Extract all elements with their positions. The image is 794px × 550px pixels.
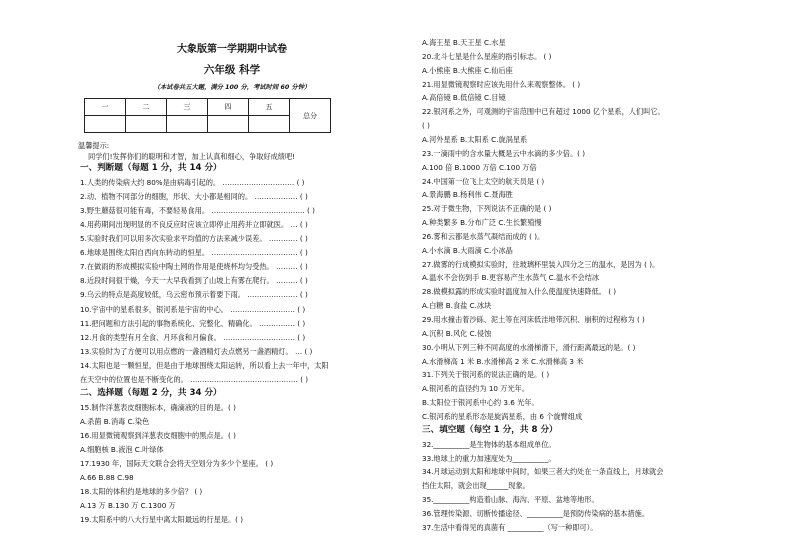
question-line: A.银河系的直径约为 10 万光年。 <box>422 384 530 394</box>
score-col-2: 二 <box>126 99 167 116</box>
question-line: 35.__________构造着山脉、海沟、平原、盆地等地形。 <box>422 495 599 505</box>
question-line: 5.实验时我们可以用多次实验求平均值的方法来减少误差。 ………… ( ) <box>80 234 308 244</box>
question-line: A.66 B.88 C.98 <box>80 473 134 483</box>
question-line: A.河外星系 B.太阳系 C.旋涡星系 <box>422 134 528 144</box>
question-line: 34.月球运动到太阳和地球中间时，如果三者大约处在一条直线上，月球就会 <box>422 467 664 477</box>
tips-label: 温馨提示: <box>78 141 110 150</box>
question-line: 16.用显微镜观察到洋葱表皮细胞中的黑点是。( ) <box>80 430 236 440</box>
exam-note: （本试卷共五大题，满分 100 分，考试时间 60 分钟） <box>153 84 311 91</box>
score-cell[interactable] <box>85 116 126 133</box>
score-col-4: 四 <box>208 99 249 116</box>
question-line: 28.做模拟露的形成实验时温度加入什么使温度快速降低。 ( ) <box>422 287 617 297</box>
section-heading: 二、选择题（每题 2 分，共 34 分） <box>80 387 222 398</box>
question-line: 21.用显微镜观察时应该先用什么来观察整体。 ( ) <box>422 79 581 89</box>
question-line: 26.雾和云都是水蒸气凝结而成的 ( )。 <box>422 231 545 241</box>
question-line: 1.人类的传染病大约 80%是由病毒引起的。 ………………………… ( ) <box>80 178 305 188</box>
question-line: 在天空中的位置也是不断变化的。 ……………………………………… ( ) <box>80 374 309 384</box>
question-line: 24.中国第一位飞上太空的航天员是 ( ) <box>422 176 545 186</box>
question-line: A.沉积 B.风化 C.侵蚀 <box>422 328 492 338</box>
question-line: A.杀菌 B.消毒 C.染色 <box>80 416 150 426</box>
score-cell[interactable] <box>249 116 290 133</box>
question-line: 36.管理传染源、切断传播途径、__________是预防传染病的基本措施。 <box>422 508 650 518</box>
question-line: 18.太阳的体积约是地球的多少倍？ ( ) <box>80 487 203 497</box>
question-line: A.100 倍 B.1000 万倍 C.100 万倍 <box>422 162 537 172</box>
score-col-3: 三 <box>167 99 208 116</box>
question-line: 29.用水撞击着沙砾、泥土等在河床低洼地带沉积、崩积的过程称为 ( ) <box>422 315 645 324</box>
question-line: 22.银河系之外，可观测的宇宙范围中已有超过 1000 亿个星系，人们叫它。 <box>422 107 665 117</box>
score-cell[interactable] <box>126 116 167 133</box>
question-line: 32.__________是生物体的基本组成单位。 <box>422 439 556 449</box>
question-line: A.13 万 B.130 万 C.1300 万 <box>80 501 176 511</box>
question-line: 27.做雾的行成模拟实验时，往玻璃杯里装入四分之三的温水，是因为 ( )。 <box>422 259 660 269</box>
question-line: 11.把问题和方法引起的事物系统化、完整化、精确化。 …………… ( ) <box>80 318 306 328</box>
section-heading: 一、判断题（每题 1 分，共 14 分） <box>80 163 222 173</box>
question-line: A.种类繁多 B.分布广泛 C.生长繁殖慢 <box>422 218 542 228</box>
question-line: B.太阳位于银河系中心约 3.6 光年。 <box>422 398 539 408</box>
question-line: 7.在做雨的形成模拟实验中陶土网的作用是使烧杯均匀受热。 ……… ( ) <box>80 262 308 272</box>
exam-title: 大象版第一学期期中试卷 <box>177 44 287 55</box>
question-line: A.细胞核 B.液泡 C.叶绿体 <box>80 445 164 454</box>
score-cell[interactable] <box>208 116 249 133</box>
question-line: A.温水不会伤到手 B.更容易产生水蒸气 C.温水不会结冰 <box>422 273 600 283</box>
question-line: 19.太阳系中的八大行星中离太阳最远的行星是。( ) <box>80 515 244 525</box>
exam-subject: 六年级 科学 <box>203 64 261 76</box>
question-line: C.银河系的星系形态是旋涡星系，由 6 个旋臂组成 <box>422 411 583 421</box>
section-heading: 三、填空题（每空 1 分，共 8 分） <box>422 424 558 435</box>
question-line: 17.1930 年，国际天文联合会将天空划分为多少个星座。 ( ) <box>80 459 274 469</box>
question-line: A.小熊座 B.大熊座 C.仙后座 <box>422 65 513 75</box>
question-line: A.海王星 B.天王星 C.水星 <box>422 38 506 47</box>
question-line: 12.月食的类型有月全食、月环食和月偏食。 ………………………… ( ) <box>80 332 306 342</box>
question-line: A.白糖 B.食盐 C.冰块 <box>422 301 492 311</box>
score-col-1: 一 <box>85 99 126 116</box>
score-total-label: 总分 <box>290 99 331 133</box>
question-line: 9.乌云的特点是高度较低，乌云密布预示着要下雨。 ………………… ( ) <box>80 290 308 300</box>
question-line: A.小水滴 B.大雨滴 C.小冰晶 <box>422 245 513 255</box>
question-line: A.高倍镜 B.低倍镜 C.目镜 <box>422 93 506 103</box>
question-line: 37.生活中看得见的真菌有 __________（写一种即可）。 <box>422 522 598 532</box>
score-col-5: 五 <box>249 99 290 116</box>
question-line: 14.太阳也是一颗恒星，但是由于地球围绕太阳运转，所以看上去一年中，太阳 <box>80 360 329 370</box>
question-line: 2.动、植物不同部分的细胞，形状、大小都是相同的。 ……………… ( ) <box>80 192 308 202</box>
question-line: 10.宇宙中的星系很多，银河系是宇宙的中心。 ……………………… ( ) <box>80 304 306 314</box>
question-line: 31.下列关于银河系的说法正确的是。( ) <box>422 370 550 380</box>
score-cell[interactable] <box>167 116 208 133</box>
question-line: ( ) <box>422 121 430 131</box>
question-line: 6.地球是围绕太阳自西向东转动的恒星。 ……………………………… ( ) <box>80 248 308 258</box>
score-table <box>84 98 331 133</box>
question-line: 15.制作洋葱表皮细胞标本，确滴液的目的是。( ) <box>80 402 236 412</box>
question-line: 25.对于微生物，下列说法不正确的是 ( ) <box>422 204 552 214</box>
question-line: 30.小明从下列三种不同高度的水滑梯滑下，滑行距离最远的是。( ) <box>422 342 636 352</box>
question-line: A.水滑梯高 1 米 B.水滑梯高 2 米 C.水滑梯高 3 米 <box>422 356 584 366</box>
question-line: 23.一滴雨中的含水量大概是云中水滴的多少倍。( ) <box>422 148 586 158</box>
question-line: 8.近段时间很干燥，今天一大早我看到了山坡上有雾在爬行。 ……… ( ) <box>80 276 308 286</box>
tips-text: 同学们!发挥你们的聪明和才智，加上认真和细心，争取好成绩吧! <box>88 152 296 161</box>
question-line: 挡住太阳，就会出现______现象。 <box>422 481 530 491</box>
question-line: 13.实验时为了方便可以用点燃的一盏酒精灯去点燃另一盏酒精灯。 … ( ) <box>80 346 313 356</box>
question-line: A.景海鹏 B.杨利伟 C.聂海胜 <box>422 190 513 200</box>
question-line: 4.用药期间出现明显的不良反应时应该立即停止用药并立即就医。 … ( ) <box>80 220 308 230</box>
question-line: 20.北斗七星是什么星座的指引标志。 ( ) <box>422 51 552 61</box>
question-line: 33.地球上的重力加速度处为__________。 <box>422 453 556 463</box>
score-header-row <box>85 99 331 116</box>
question-line: 3.野生蘑菇很可能有毒，不要轻易食用。 ………………………………… ( ) <box>80 206 315 216</box>
